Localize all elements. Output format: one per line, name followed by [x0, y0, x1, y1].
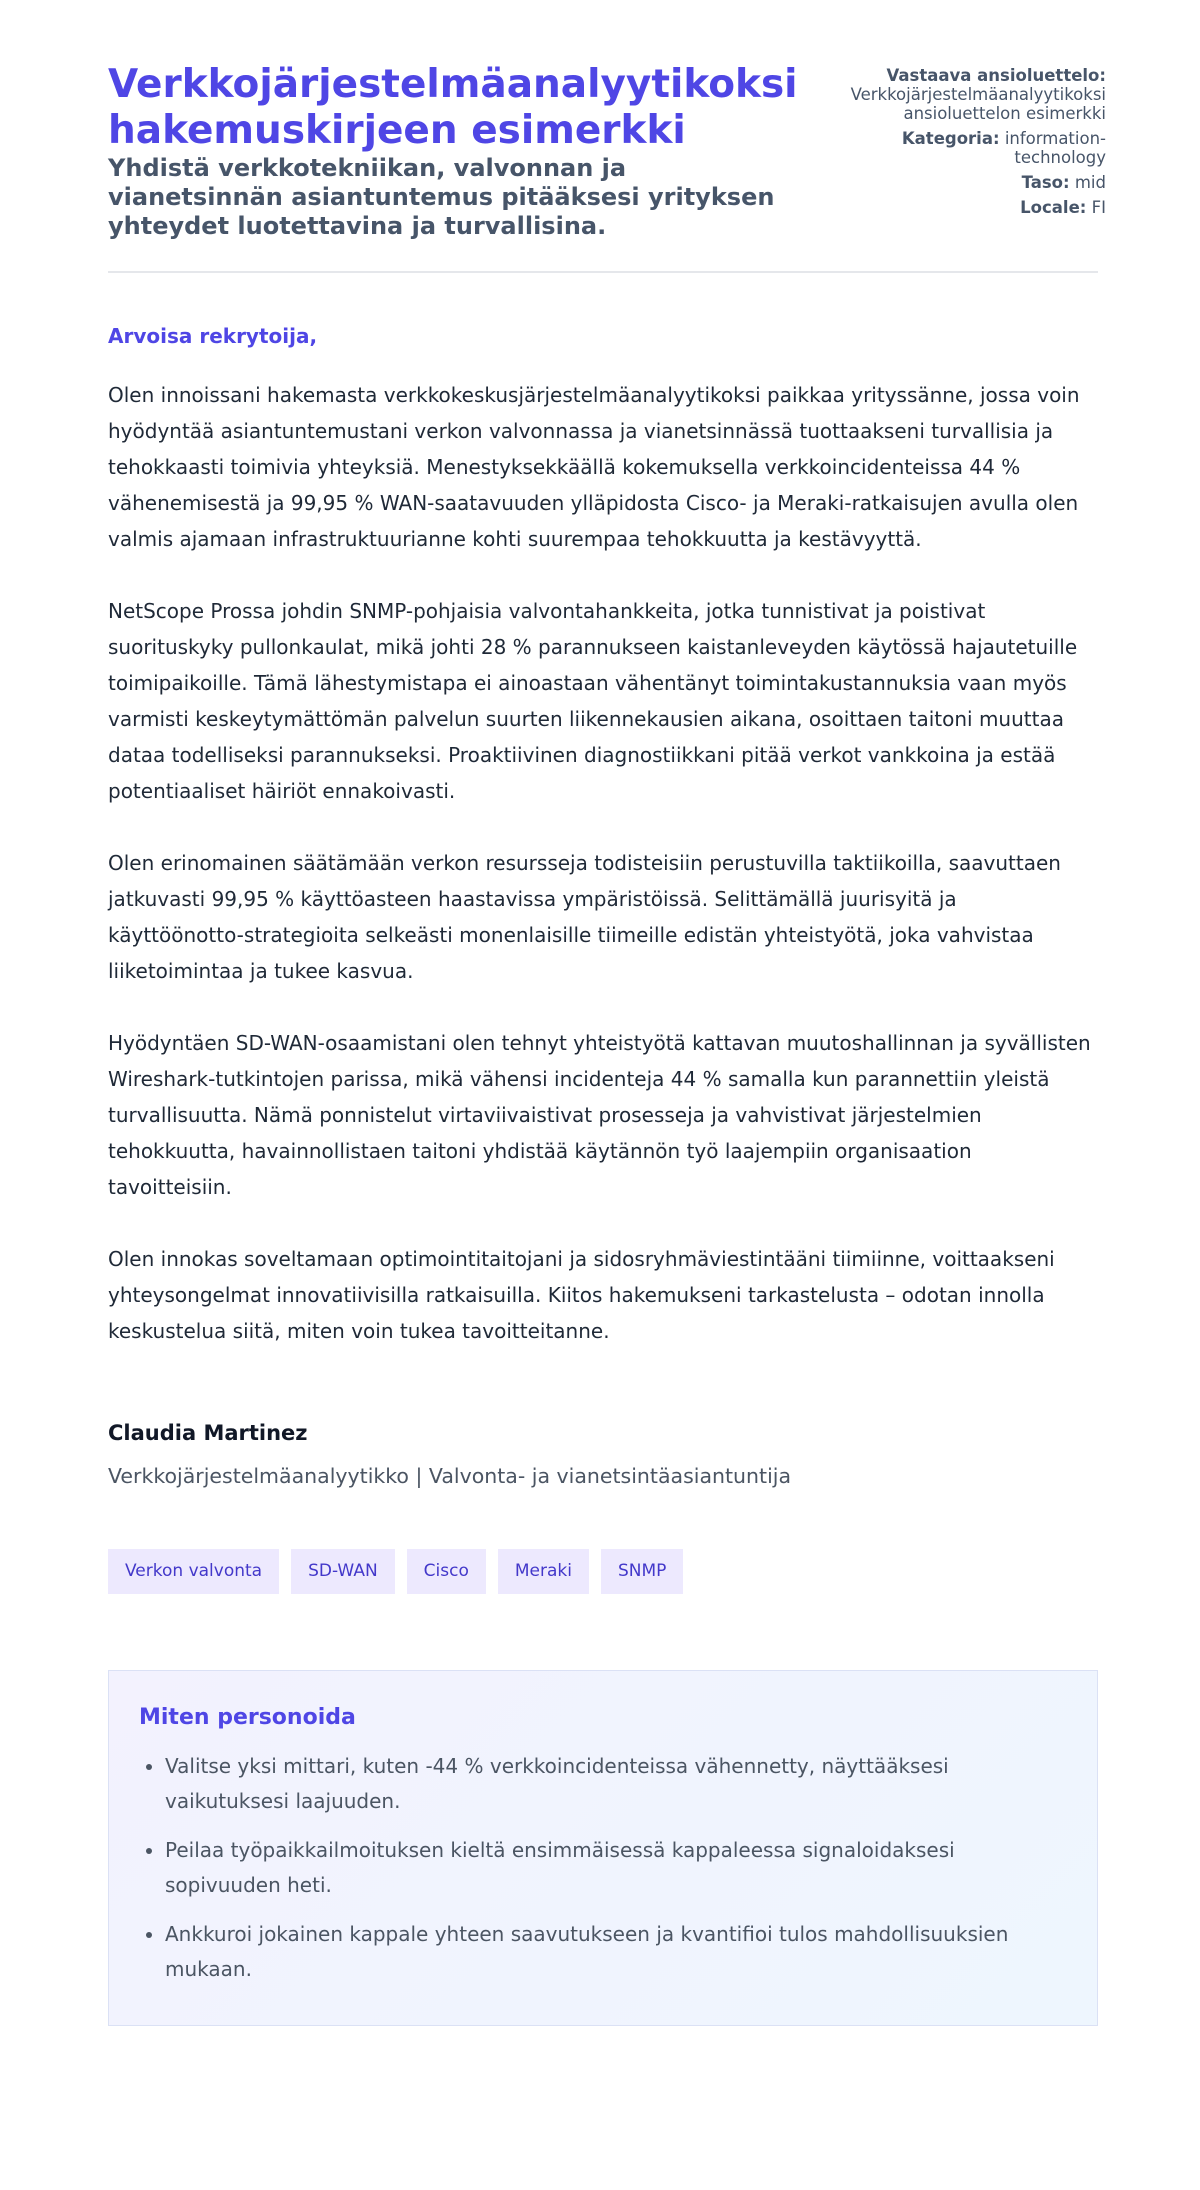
- page-subtitle: Yhdistä verkkotekniikan, valvonnan ja vianetsinnän asiantuntemus pitääksesi yrityksen yhteydet luotettavina ja turvallisina.: [108, 154, 775, 240]
- meta-panel: [836, 66, 1106, 223]
- letter-body: [108, 377, 1098, 1349]
- meta-category-value: information-technology: [1004, 129, 1106, 167]
- page-header: [108, 62, 1106, 273]
- meta-level-value: mid: [1074, 173, 1106, 192]
- tips-title: Miten personoida: [139, 1705, 356, 1730]
- greeting: Arvoisa rekrytoija,: [108, 324, 318, 348]
- paragraph: Olen innoissani hakemasta verkkokeskusjärjestelmäanalyytikoksi paikkaa yrityssänne, jossa voin hyödyntää asiantuntemustani verkon valvonnassa ja vianetsinnässä tuottaakseni turvallisia ja tehokkaasti toimivia yhteyksiä. Menestyksekkäällä kokemuksella verkkoincidenteissa 44 % vähenemisestä ja 99,95 % WAN-saatavuuden ylläpidosta Cisco- ja Meraki-ratkaisujen avulla olen valmis ajamaan infrastruktuurianne kohti suurempaa tehokkuutta ja kestävyyttä.: [108, 383, 1080, 551]
- skill-tag: SNMP: [601, 1549, 683, 1594]
- meta-locale-value: FI: [1091, 198, 1106, 217]
- meta-resume-value: Verkkojärjestelmäanalyytikoksi ansioluettelon esimerkki: [850, 85, 1106, 123]
- tip-item: • Peilaa työpaikkailmoituksen kieltä ensimmäisessä kappaleessa signaloidaksesi sopivuuden heti.: [165, 1833, 1067, 1903]
- meta-resume-label: Vastaava ansioluettelo:: [886, 66, 1106, 85]
- tip-item: • Ankkuroi jokainen kappale yhteen saavutukseen ja kvantifioi tulos mahdollisuuksien mukaan.: [165, 1917, 1067, 1987]
- meta-category: [836, 129, 1106, 167]
- skill-tag: Verkon valvonta: [108, 1549, 279, 1594]
- header-titles: [108, 62, 808, 241]
- skill-tag: Cisco: [407, 1549, 486, 1594]
- paragraph: Olen erinomainen säätämään verkon resursseja todisteisiin perustuvilla taktiikoilla, saavuttaen jatkuvasti 99,95 % käyttöasteen haastavissa ympäristöissä. Selittämällä juurisyitä ja käyttöönotto-strategioita selkeästi monenlaisille tiimeille edistän yhteistyötä, joka vahvistaa liiketoimintaa ja tukee kasvua.: [108, 851, 1061, 983]
- skill-tag: SD-WAN: [291, 1549, 395, 1594]
- signer-role: Verkkojärjestelmäanalyytikko | Valvonta- ja vianetsintäasiantuntija: [108, 1464, 792, 1488]
- signer-name: Claudia Martinez: [108, 1421, 308, 1445]
- meta-level-label: Taso:: [1021, 173, 1070, 192]
- tip-item: • Valitse yksi mittari, kuten -44 % verkkoincidenteissa vähennetty, näyttääksesi vaikutuksesi laajuuden.: [165, 1749, 1067, 1819]
- paragraph: Hyödyntäen SD-WAN-osaamistani olen tehnyt yhteistyötä kattavan muutoshallinnan ja syvällisten Wireshark-tutkintojen parissa, mikä vähensi incidenteja 44 % samalla kun parannettiin yleistä turvallisuutta. Nämä ponnistelut virtaviivaistivat prosesseja ja vahvistivat järjestelmien tehokkuutta, havainnollistaen taitoni yhdistää käytännön työ laajempiin organisaation tavoitteisiin.: [108, 1031, 1091, 1199]
- tips-list: [139, 1749, 1067, 1987]
- skill-tag: Meraki: [498, 1549, 589, 1594]
- signature: [108, 1419, 1098, 1491]
- cover-letter-page: [108, 62, 1106, 2026]
- meta-level: [836, 173, 1106, 192]
- meta-resume: [836, 66, 1106, 123]
- meta-category-label: Kategoria:: [901, 129, 1000, 148]
- meta-locale-label: Locale:: [1020, 198, 1087, 217]
- meta-locale: [836, 198, 1106, 217]
- skill-tags: [108, 1549, 1098, 1594]
- page-title: Verkkojärjestelmäanalyytikoksi hakemuskirjeen esimerkki: [108, 62, 798, 153]
- paragraph: NetScope Prossa johdin SNMP-pohjaisia valvontahankkeita, jotka tunnistivat ja poistivat suorituskyky pullonkaulat, mikä johti 28 % parannukseen kaistanleveyden käytössä hajautetuille toimipaikoille. Tämä lähestymistapa ei ainoastaan vähentänyt toimintakustannuksia vaan myös varmisti keskeytymättömän palvelun suurten liikennekausien aikana, osoittaen taitoni muuttaa dataa todelliseksi parannukseksi. Proaktiivinen diagnostiikkani pitää verkot vankkoina ja estää potentiaaliset häiriöt ennakoivasti.: [108, 599, 1078, 803]
- paragraph: Olen innokas soveltamaan optimointitaitojani ja sidosryhmäviestintääni tiimiinne, voittaakseni yhteysongelmat innovatiivisilla ratkaisuilla. Kiitos hakemukseni tarkastelusta – odotan innolla keskustelua siitä, miten voin tukea tavoitteitanne.: [108, 1247, 1055, 1343]
- personalization-tips: [108, 1670, 1098, 2026]
